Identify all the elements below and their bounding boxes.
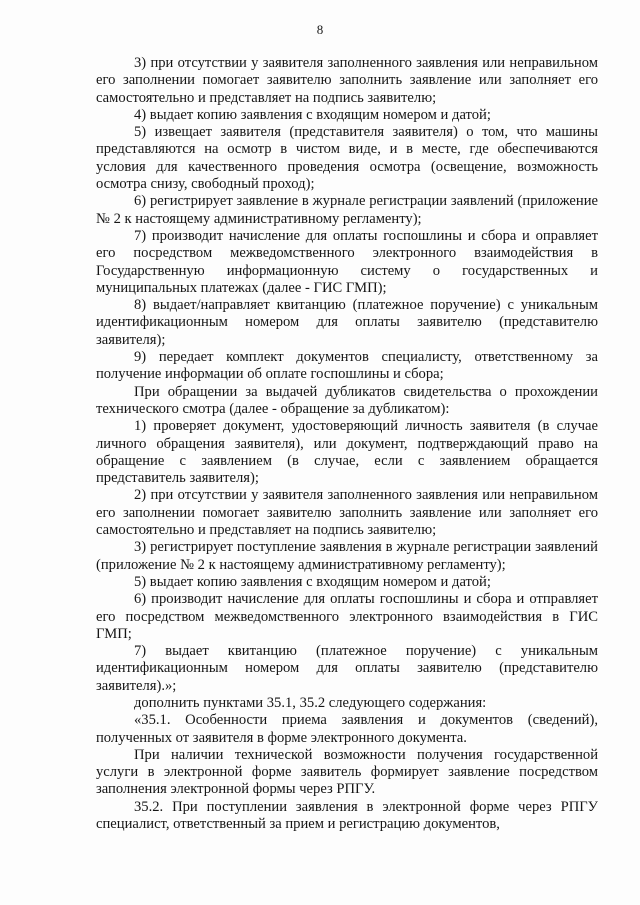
paragraph-3: 5) извещает заявителя (представителя заявителя) о том, что машины представляются на осмотр в чистом виде, и в месте, где обеспечиваются условия для качественного проведения осмотра (освещение, возможность осмотра снизу, свободный проход); (96, 124, 598, 193)
page-number: 8 (316, 22, 324, 37)
paragraph-1: 3) при отсутствии у заявителя заполненного заявления или неправильном его заполнении помогает заявителю заполнить заявление или заполняет его самостоятельно и представляет на подпись заявителю; (96, 55, 598, 106)
paragraph-2: 4) выдает копию заявления с входящим номером и датой; (134, 106, 491, 123)
paragraph-8: При обращении за выдачей дубликатов свидетельства о прохождении технического смотра (далее - обращение за дубликатом): (96, 383, 598, 417)
paragraph-5: 7) производит начисление для оплаты госпошлины и сбора и оправляет его посредством межведомственного электронного взаимодействия в Государственную информационную систему о государственных и муниципальных платежах (далее - ГИС ГМП); (96, 227, 598, 296)
paragraph-15: дополнить пунктами 35.1, 35.2 следующего содержания: (134, 694, 487, 711)
paragraph-9: 1) проверяет документ, удостоверяющий личность заявителя (в случае личного обращения заявителя), или документ, подтверждающий право на обращение с заявлением (в случае, если с заявлением обращается представитель заявителя); (96, 418, 598, 487)
paragraph-11: 3) регистрирует поступление заявления в журнале регистрации заявлений (приложение № 2 к настоящему административному регламенту); (96, 539, 598, 573)
paragraph-16: «35.1. Особенности приема заявления и документов (сведений), полученных от заявителя в форме электронного документа. (96, 712, 598, 746)
paragraph-12: 5) выдает копию заявления с входящим номером и датой; (134, 573, 491, 590)
paragraph-6: 8) выдает/направляет квитанцию (платежное поручение) с уникальным идентификационным номером для оплаты заявителю (представителю заявителя); (96, 297, 598, 348)
paragraph-13: 6) производит начисление для оплаты госпошлины и сбора и отправляет его посредством межведомственного электронного взаимодействия в ГИС ГМП; (96, 591, 598, 642)
paragraph-17: При наличии технической возможности получения государственной услуги в электронной форме заявитель формирует заявление посредством заполнения электронной формы через РПГУ. (96, 746, 598, 798)
paragraph-4: 6) регистрирует заявление в журнале регистрации заявлений (приложение № 2 к настоящему административному регламенту); (96, 193, 598, 227)
paragraph-14: 7) выдает квитанцию (платежное поручение) с уникальным идентификационным номером для оплаты заявителю (представителю заявителя).»; (96, 643, 598, 694)
paragraph-10: 2) при отсутствии у заявителя заполненного заявления или неправильном его заполнении помогает заявителю заполнить заявление или заполняет его самостоятельно и представляет на подпись заявителю; (96, 487, 598, 539)
document-body (96, 55, 598, 833)
paragraph-18: 35.2. При поступлении заявления в электронной форме через РПГУ специалист, ответственный за прием и регистрацию документов, (96, 798, 598, 833)
paragraph-7: 9) передает комплект документов специалисту, ответственному за получение информации об оплате госпошлины и сбора; (96, 349, 598, 383)
